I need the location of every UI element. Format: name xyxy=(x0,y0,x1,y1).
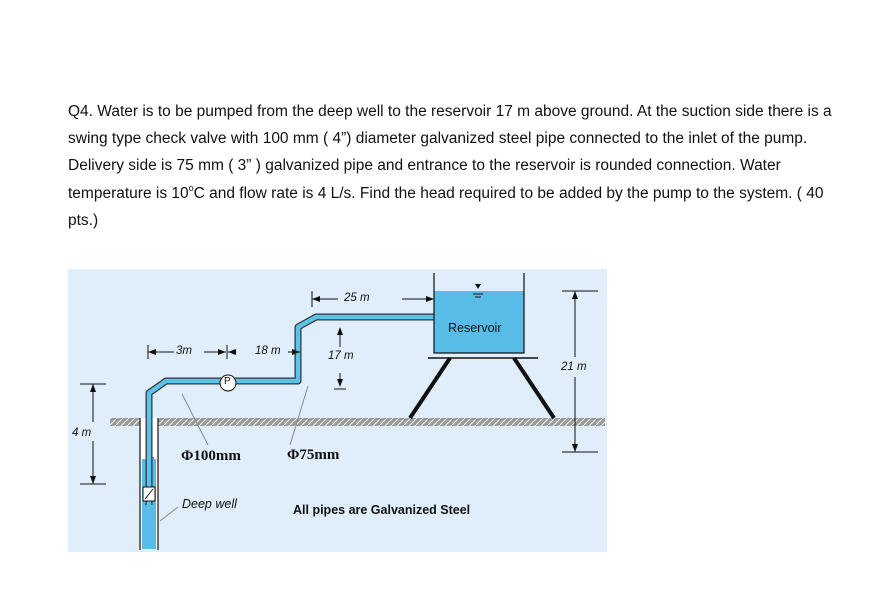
reservoir-leg-left xyxy=(410,358,450,418)
problem-statement xyxy=(68,98,848,234)
pumping-system-figure xyxy=(68,269,607,552)
problem-text-part2: C and flow rate is 4 L/s. Find the head required to be added by the pump to the system. ( 40 pts.) xyxy=(68,184,824,229)
dimension-17m: 17 m xyxy=(328,350,354,362)
pipe-line xyxy=(149,317,438,505)
dimension-25m: 25 m xyxy=(344,292,370,304)
reservoir-label: Reservoir xyxy=(448,321,502,335)
water-surface-icon xyxy=(475,284,481,289)
pipe-material-note: All pipes are Galvanized Steel xyxy=(293,503,471,517)
dimension-21m: 21 m xyxy=(561,361,587,373)
problem-text-part1: Q4. Water is to be pumped from the deep well to the reservoir 17 m above ground. At the suction side there is a swing type check valve with 100 mm ( 4”) diameter galvanized steel pipe connected to the inlet of the pump. Delivery side is 75 mm ( 3” ) galvanized pipe and entrance to the reservoir is rounded connection. Water temperature is 10 xyxy=(68,103,832,202)
delivery-pipe-diameter: Φ75mm xyxy=(287,447,340,463)
pump-label: P xyxy=(224,376,231,387)
degree-sign: o xyxy=(188,182,194,193)
dimension-3m: 3m xyxy=(176,345,192,357)
dimension-4m: 4 m xyxy=(72,427,92,439)
deep-well-label: Deep well xyxy=(182,497,237,511)
reservoir-leg-right xyxy=(514,358,554,418)
pipe-outline xyxy=(149,317,438,505)
suction-pipe-diameter: Φ100mm xyxy=(181,448,241,464)
dimension-18m: 18 m xyxy=(255,345,281,357)
